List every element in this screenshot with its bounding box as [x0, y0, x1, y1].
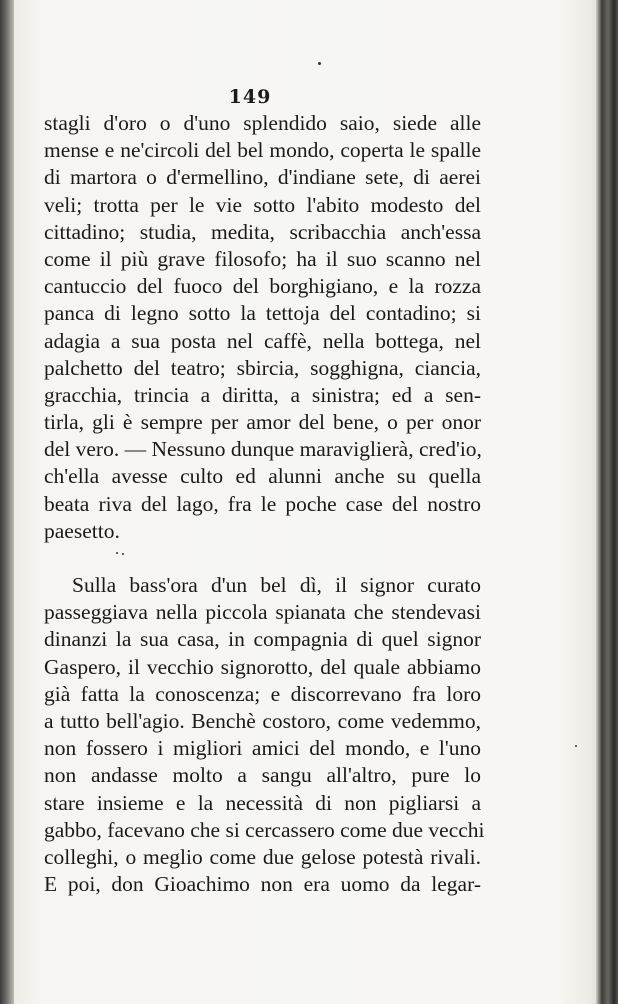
text-line: Gaspero, il vecchio signorotto, del quale abbiamo: [44, 654, 481, 679]
text-line: stagli d'oro o d'uno splendido saio, siede alle: [44, 111, 481, 135]
text-line: gracchia, trincia a diritta, a sinistra; ed a sen-: [44, 382, 481, 407]
text-line: già fatta la conoscenza; e discorrevano fra loro: [44, 681, 481, 706]
page-edge-shadow: [596, 0, 618, 1004]
paper-speck: [318, 62, 321, 65]
paragraph: [44, 572, 485, 898]
text-line: veli; trotta per le vie sotto l'abito modesto del: [44, 192, 481, 217]
text-line: non andasse molto a sangu all'altro, pure lo: [44, 763, 481, 788]
text-line: adagia a sua posta nel caffè, nella bottega, nel: [44, 328, 481, 353]
text-line: palchetto del teatro; sbircia, sogghigna, ciancia,: [44, 355, 481, 380]
text-line: paesetto.: [44, 518, 120, 543]
text-line: beata riva del lago, fra le poche case del nostro: [44, 491, 481, 516]
text-line: cantuccio del fuoco del borghigiano, e la rozza: [44, 274, 481, 299]
text-line: tirla, gli è sempre per amor del bene, o per onor: [44, 410, 481, 435]
text-line: mense e ne'circoli del bel mondo, coperta le spalle: [44, 138, 481, 163]
text-line: come il più grave filosofo; ha il suo scanno nel: [44, 246, 481, 271]
text-line: non fossero i migliori amici del mondo, e l'uno: [44, 736, 481, 761]
text-line: dinanzi la sua casa, in compagnia di quel signor: [44, 627, 481, 652]
text-line: di martora o d'ermellino, d'indiane sete, di aerei: [44, 165, 481, 190]
text-line: del vero. — Nessuno dunque maraviglierà, cred'io,: [44, 437, 482, 462]
text-line: passeggiava nella piccola spianata che stendevasi: [44, 600, 481, 625]
text-line: gabbo, facevano che si cercassero come due vecchi: [44, 817, 485, 842]
body-text: [44, 110, 485, 898]
text-line: stare insieme e la necessità di non pigliarsi a: [44, 790, 481, 815]
paper-speck: [116, 552, 118, 554]
text-line: ch'ella avesse culto ed alunni anche su quella: [44, 464, 481, 489]
paper-speck: [575, 745, 577, 747]
text-line: E poi, don Gioachimo non era uomo da legar-: [44, 872, 481, 897]
text-line: a tutto bell'agio. Benchè costoro, come vedemmo,: [44, 708, 481, 733]
text-line: panca di legno sotto la tettoja del contadino; si: [44, 301, 481, 326]
paragraph: [44, 110, 481, 545]
text-line: cittadino; studia, medita, scribacchia anch'essa: [44, 219, 481, 244]
book-spine-shadow: [0, 0, 14, 1004]
text-line: Sulla bass'ora d'un bel dì, il signor curato: [72, 573, 481, 597]
paragraph-gap: [44, 545, 481, 572]
text-line: colleghi, o meglio come due gelose potestà rivali.: [44, 844, 481, 869]
paper-speck: [122, 553, 124, 555]
page-number: 149: [228, 86, 272, 108]
